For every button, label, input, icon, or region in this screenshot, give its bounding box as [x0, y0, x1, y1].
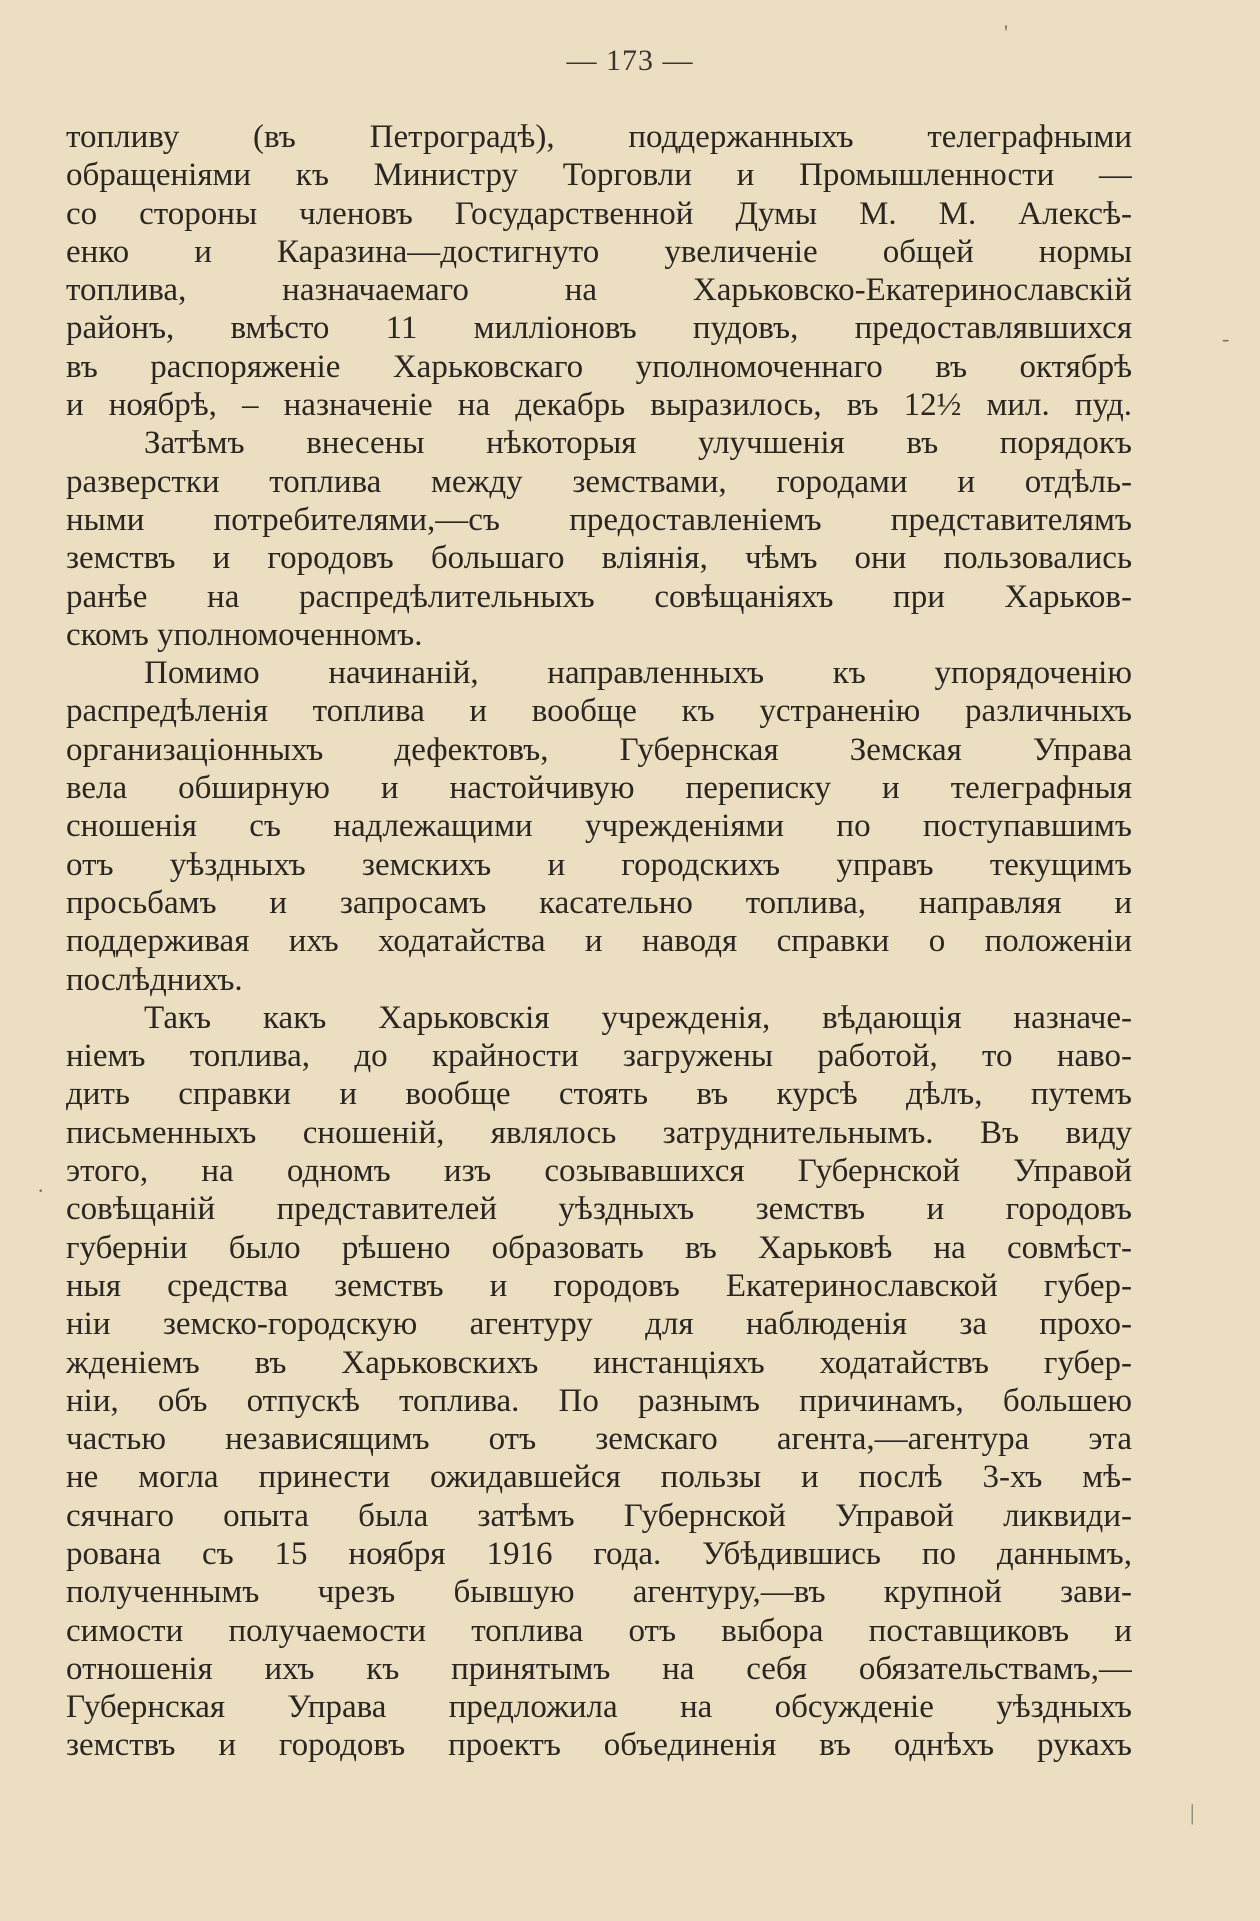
text-line: отъ уѣздныхъ земскихъ и городскихъ управъ текущимъ: [66, 846, 1132, 883]
text-line: распредѣленія топлива и вообще къ устраненію различныхъ: [66, 693, 1132, 730]
margin-mark: |: [1190, 1800, 1195, 1825]
text-line: губерніи было рѣшено образовать въ Харьковѣ на совмѣст-: [66, 1229, 1132, 1266]
text-line: совѣщаній представителей уѣздныхъ земствъ и городовъ: [66, 1191, 1132, 1228]
text-line: со стороны членовъ Государственной Думы М. М. Алексѣ-: [66, 195, 1132, 232]
text-line: полученнымъ чрезъ бывшую агентуру,—въ крупной зави-: [66, 1574, 1132, 1611]
text-line: вела обширную и настойчивую переписку и телеграфныя: [66, 770, 1132, 807]
text-line: топлива, назначаемаго на Харьковско-Екатеринославскій: [66, 272, 1132, 309]
text-line: сячнаго опыта была затѣмъ Губернской Управой ликвиди-: [66, 1497, 1132, 1534]
text-line: отношенія ихъ къ принятымъ на себя обязательствамъ,—: [66, 1650, 1132, 1687]
text-line: ными потребителями,—съ предоставленіемъ представителямъ: [66, 501, 1132, 538]
text-line: ніи земско-городскую агентуру для наблюденія за прохо-: [66, 1306, 1132, 1343]
body-text: [66, 118, 1132, 1765]
text-line: Помимо начинаній, направленныхъ къ упорядоченію: [144, 655, 1132, 692]
text-line: рована съ 15 ноября 1916 года. Убѣдившись по даннымъ,: [66, 1535, 1132, 1572]
text-line: частью независящимъ отъ земскаго агента,—агентура эта: [66, 1421, 1132, 1458]
text-line: письменныхъ сношеній, являлось затруднительнымъ. Въ виду: [66, 1114, 1132, 1151]
text-line: Затѣмъ внесены нѣкоторыя улучшенія въ порядокъ: [144, 425, 1132, 462]
text-line: ныя средства земствъ и городовъ Екатеринославской губер-: [66, 1267, 1132, 1304]
text-line: земствъ и городовъ большаго вліянія, чѣмъ они пользовались: [66, 540, 1132, 577]
text-line: просьбамъ и запросамъ касательно топлива, направляя и: [66, 884, 1132, 921]
text-line: не могла принести ожидавшейся пользы и послѣ 3-хъ мѣ-: [66, 1459, 1132, 1496]
text-line: ніи, объ отпускѣ топлива. По разнымъ причинамъ, большею: [66, 1382, 1132, 1419]
text-line: симости получаемости топлива отъ выбора поставщиковъ и: [66, 1612, 1132, 1649]
text-line: этого, на одномъ изъ созывавшихся Губернской Управой: [66, 1153, 1132, 1190]
text-line: Губернская Управа предложила на обсужденіе уѣздныхъ: [66, 1689, 1132, 1726]
text-line: въ распоряженіе Харьковскаго уполномоченнаго въ октябрѣ: [66, 348, 1132, 385]
text-line: послѣднихъ.: [66, 961, 243, 998]
text-line: жденіемъ въ Харьковскихъ инстанціяхъ ходатайствъ губер-: [66, 1344, 1132, 1381]
text-line: топливу (въ Петроградѣ), поддержанныхъ телеграфными: [66, 119, 1132, 155]
text-line: обращеніями къ Министру Торговли и Промышленности —: [66, 157, 1132, 194]
text-line: Такъ какъ Харьковскія учрежденія, вѣдающія назначе-: [144, 999, 1132, 1036]
text-line: разверстки топлива между земствами, городами и отдѣль-: [66, 463, 1132, 500]
margin-mark: .: [38, 1172, 44, 1197]
text-line: и ноябрѣ, – назначеніе на декабрь выразилось, въ 12½ мил. пуд.: [66, 387, 1132, 424]
text-line: скомъ уполномоченномъ.: [66, 616, 423, 653]
margin-mark: ': [1004, 20, 1008, 45]
text-line: земствъ и городовъ проектъ объединенія въ однѣхъ рукахъ: [66, 1727, 1132, 1764]
text-line: организаціонныхъ дефектовъ, Губернская Земская Управа: [66, 731, 1132, 768]
page-number: — 173 —: [566, 44, 694, 77]
text-line: районъ, вмѣсто 11 милліоновъ пудовъ, предоставлявшихся: [66, 310, 1132, 347]
text-line: ранѣе на распредѣлительныхъ совѣщаніяхъ при Харьков-: [66, 578, 1132, 615]
text-line: дить справки и вообще стоять въ курсѣ дѣлъ, путемъ: [66, 1076, 1132, 1113]
text-line: енко и Каразина—достигнуто увеличеніе общей нормы: [66, 233, 1132, 270]
text-line: сношенія съ надлежащими учрежденіями по поступавшимъ: [66, 808, 1132, 845]
text-line: ніемъ топлива, до крайности загружены работой, то наво-: [66, 1038, 1132, 1075]
text-line: поддерживая ихъ ходатайства и наводя справки о положеніи: [66, 923, 1132, 960]
margin-mark: -: [1222, 326, 1230, 351]
